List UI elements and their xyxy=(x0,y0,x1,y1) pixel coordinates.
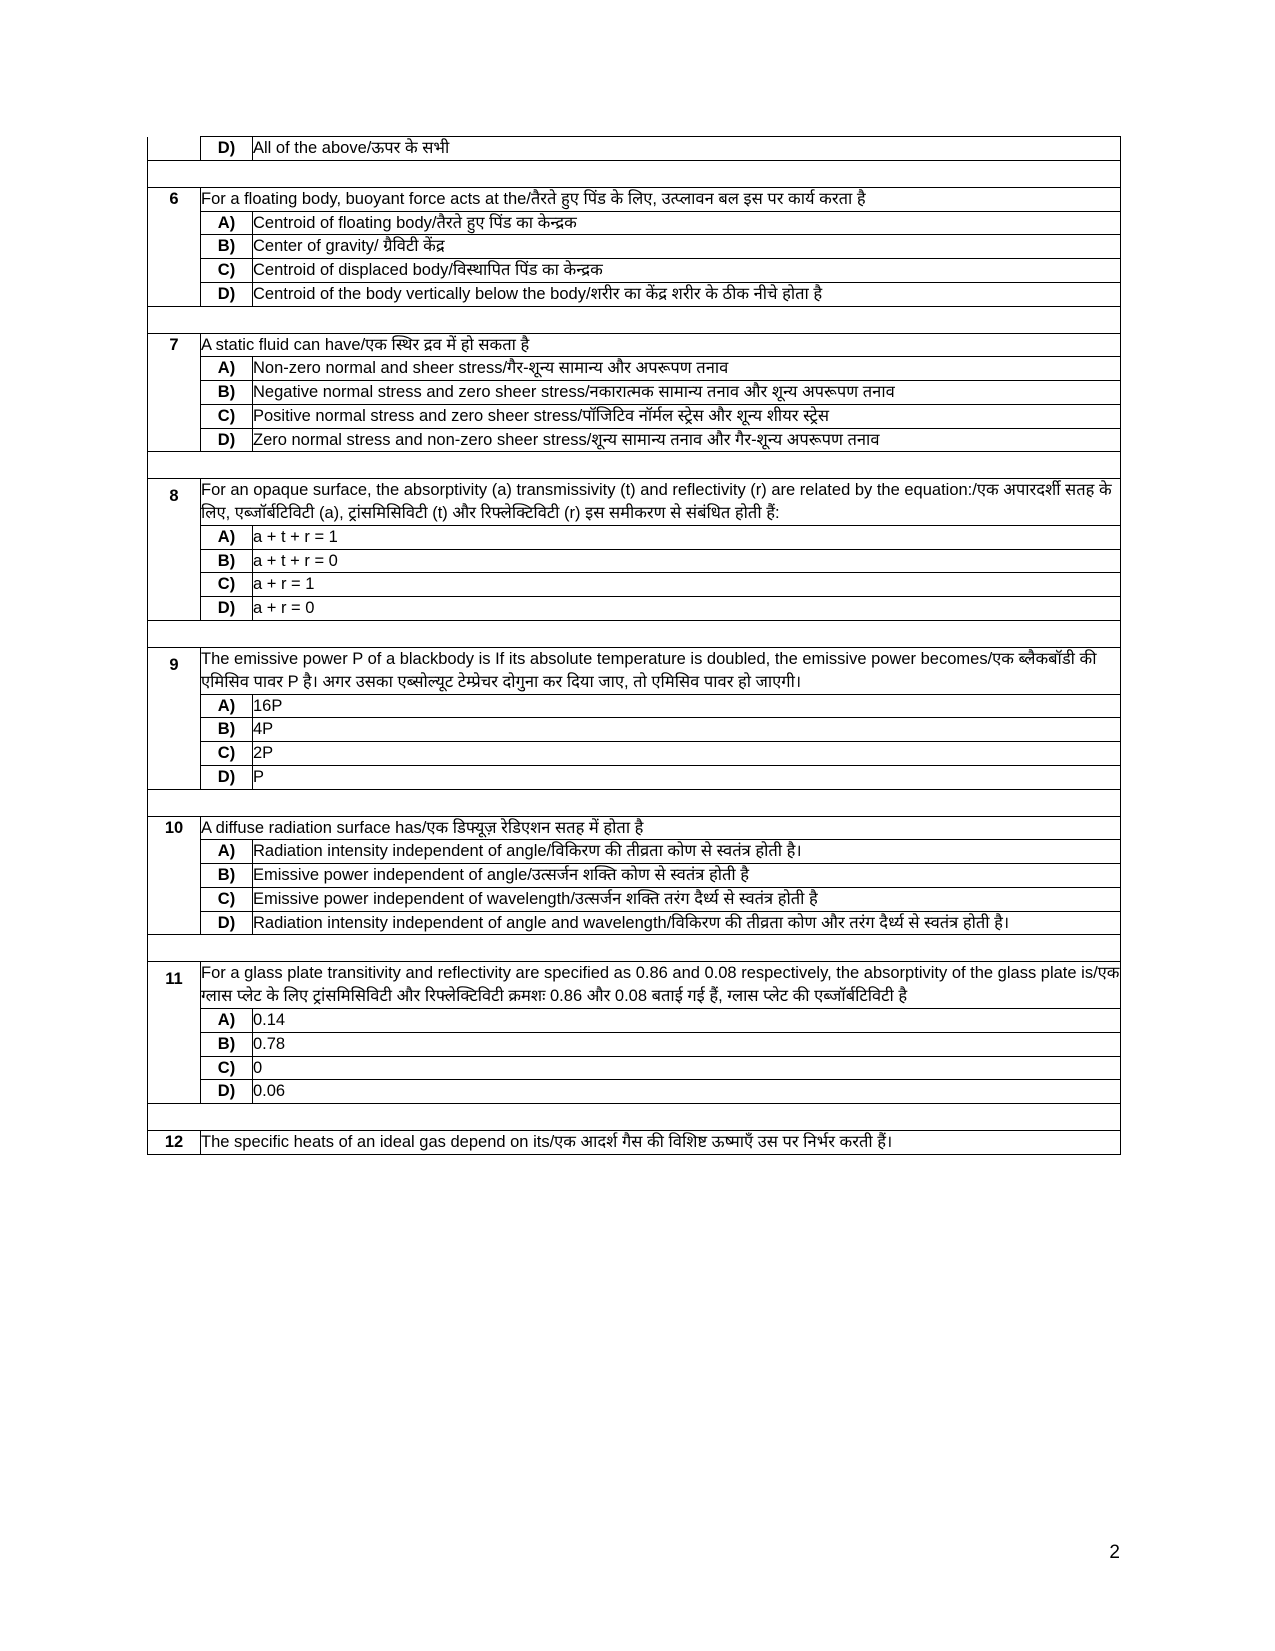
option-letter: D) xyxy=(201,1080,253,1104)
question-number-cell xyxy=(148,864,201,888)
option-row xyxy=(148,694,1121,718)
question-number: 8 xyxy=(148,479,201,526)
option-letter: A) xyxy=(201,525,253,549)
question-stem-row xyxy=(148,816,1121,840)
page-number: 2 xyxy=(1109,1542,1120,1563)
option-text: Non-zero normal and sheer stress/गैर-शून्य सामान्य और अपरूपण तनाव xyxy=(253,357,1121,381)
spacer-row xyxy=(148,452,1121,479)
option-text: 0.14 xyxy=(253,1008,1121,1032)
option-text: 2P xyxy=(253,742,1121,766)
question-stem: For a floating body, buoyant force acts at the/तैरते हुए पिंड के लिए, उत्प्लावन बल इस पर कार्य करता है xyxy=(201,187,1121,211)
option-text: Negative normal stress and zero sheer stress/नकारात्मक सामान्य तनाव और शून्य अपरूपण तनाव xyxy=(253,381,1121,405)
option-letter: B) xyxy=(201,549,253,573)
option-row xyxy=(148,1056,1121,1080)
question-table xyxy=(147,136,1121,1155)
option-letter: D) xyxy=(201,137,253,161)
option-row xyxy=(148,428,1121,452)
question-number-cell xyxy=(148,1032,201,1056)
question-number: 11 xyxy=(148,962,201,1009)
question-stem: A diffuse radiation surface has/एक डिफ्यूज़ रेडिएशन सतह में होता है xyxy=(201,816,1121,840)
question-number: 6 xyxy=(148,187,201,211)
option-row xyxy=(148,597,1121,621)
spacer-cell xyxy=(148,1104,1121,1131)
option-row xyxy=(148,573,1121,597)
question-number-cell xyxy=(148,549,201,573)
option-text: Radiation intensity independent of angle/विकिरण की तीव्रता कोण से स्वतंत्र होती है। xyxy=(253,840,1121,864)
option-letter: A) xyxy=(201,357,253,381)
option-text: 0.78 xyxy=(253,1032,1121,1056)
spacer-row xyxy=(148,306,1121,333)
question-number-cell xyxy=(148,381,201,405)
option-letter: D) xyxy=(201,911,253,935)
question-number: 10 xyxy=(148,816,201,840)
spacer-cell xyxy=(148,935,1121,962)
option-row xyxy=(148,404,1121,428)
option-letter: B) xyxy=(201,1032,253,1056)
option-row xyxy=(148,137,1121,161)
spacer-row xyxy=(148,1104,1121,1131)
question-number-cell xyxy=(148,742,201,766)
question-number-cell xyxy=(148,404,201,428)
question-stem: The emissive power P of a blackbody is If its absolute temperature is doubled, the emissive power becomes/एक ब्लैकबॉडी की एमिसिव पावर P है। अगर उसका एब्सोल्यूट टेम्प्रेचर दोगुना कर दिया जाए, तो एमिसिव पावर हो जाएगी। xyxy=(201,648,1121,695)
option-row xyxy=(148,1080,1121,1104)
option-letter: A) xyxy=(201,211,253,235)
option-row xyxy=(148,718,1121,742)
question-number-cell xyxy=(148,1080,201,1104)
option-letter: D) xyxy=(201,282,253,306)
option-text: Centroid of floating body/तैरते हुए पिंड का केन्द्रक xyxy=(253,211,1121,235)
spacer-row xyxy=(148,160,1121,187)
option-text: 0 xyxy=(253,1056,1121,1080)
question-number-cell xyxy=(148,694,201,718)
spacer-cell xyxy=(148,452,1121,479)
question-stem: A static fluid can have/एक स्थिर द्रव में हो सकता है xyxy=(201,333,1121,357)
option-text: a + t + r = 1 xyxy=(253,525,1121,549)
question-stem: For a glass plate transitivity and reflectivity are specified as 0.86 and 0.08 respectively, the absorptivity of the glass plate is/एक ग्लास प्लेट के लिए ट्रांसमिसिविटी और रिफ्लेक्टिविटी क्रमशः 0.86 और 0.08 बताई गई हैं, ग्लास प्लेट की एब्जॉर्बटिविटी है xyxy=(201,962,1121,1009)
option-row xyxy=(148,911,1121,935)
option-text: Center of gravity/ ग्रैविटी केंद्र xyxy=(253,235,1121,259)
option-letter: D) xyxy=(201,765,253,789)
question-stem-row xyxy=(148,479,1121,526)
spacer-cell xyxy=(148,789,1121,816)
option-letter: C) xyxy=(201,573,253,597)
question-number-cell xyxy=(148,211,201,235)
question-number-cell xyxy=(148,357,201,381)
option-text: All of the above/ऊपर के सभी xyxy=(253,137,1121,161)
option-letter: B) xyxy=(201,235,253,259)
question-number: 7 xyxy=(148,333,201,357)
option-row xyxy=(148,381,1121,405)
question-stem-row xyxy=(148,333,1121,357)
spacer-cell xyxy=(148,160,1121,187)
spacer-row xyxy=(148,935,1121,962)
option-row xyxy=(148,765,1121,789)
option-letter: D) xyxy=(201,597,253,621)
question-number-cell xyxy=(148,428,201,452)
spacer-cell xyxy=(148,621,1121,648)
option-text: 4P xyxy=(253,718,1121,742)
option-letter: A) xyxy=(201,840,253,864)
option-letter: B) xyxy=(201,718,253,742)
question-number: 12 xyxy=(148,1131,201,1155)
option-letter: C) xyxy=(201,1056,253,1080)
question-number-cell xyxy=(148,235,201,259)
option-row xyxy=(148,357,1121,381)
question-number: 9 xyxy=(148,648,201,695)
option-row xyxy=(148,211,1121,235)
option-row xyxy=(148,840,1121,864)
question-number-cell xyxy=(148,1056,201,1080)
option-letter: C) xyxy=(201,404,253,428)
option-row xyxy=(148,1032,1121,1056)
option-text: Zero normal stress and non-zero sheer stress/शून्य सामान्य तनाव और गैर-शून्य अपरूपण तनाव xyxy=(253,428,1121,452)
question-number-cell xyxy=(148,765,201,789)
question-stem-row xyxy=(148,648,1121,695)
option-letter: B) xyxy=(201,864,253,888)
question-number-cell xyxy=(148,597,201,621)
question-stem-row xyxy=(148,962,1121,1009)
question-number-cell xyxy=(148,718,201,742)
option-letter: C) xyxy=(201,259,253,283)
option-text: P xyxy=(253,765,1121,789)
question-stem: For an opaque surface, the absorptivity (a) transmissivity (t) and reflectivity (r) are related by the equation:/एक अपारदर्शी सतह के लिए, एब्जॉर्बटिविटी (a), ट्रांसमिसिविटी (t) और रिफ्लेक्टिविटी (r) इस समीकरण से संबंधित होती हैं: xyxy=(201,479,1121,526)
question-number-cell xyxy=(148,840,201,864)
option-text: Emissive power independent of wavelength/उत्सर्जन शक्ति तरंग दैर्ध्य से स्वतंत्र होती है xyxy=(253,887,1121,911)
option-text: Positive normal stress and zero sheer stress/पॉजिटिव नॉर्मल स्ट्रेस और शून्य शीयर स्ट्रेस xyxy=(253,404,1121,428)
option-row xyxy=(148,742,1121,766)
option-letter: B) xyxy=(201,381,253,405)
option-text: a + t + r = 0 xyxy=(253,549,1121,573)
option-letter: A) xyxy=(201,694,253,718)
option-text: Radiation intensity independent of angle and wavelength/विकिरण की तीव्रता कोण और तरंग दैर्ध्य से स्वतंत्र होती है। xyxy=(253,911,1121,935)
question-number-cell xyxy=(148,525,201,549)
option-text: Emissive power independent of angle/उत्सर्जन शक्ति कोण से स्वतंत्र होती है xyxy=(253,864,1121,888)
option-text: Centroid of the body vertically below the body/शरीर का केंद्र शरीर के ठीक नीचे होता है xyxy=(253,282,1121,306)
option-text: Centroid of displaced body/विस्थापित पिंड का केन्द्रक xyxy=(253,259,1121,283)
spacer-row xyxy=(148,621,1121,648)
spacer-row xyxy=(148,789,1121,816)
question-number-cell xyxy=(148,1008,201,1032)
question-number-cell xyxy=(148,573,201,597)
option-row xyxy=(148,525,1121,549)
question-number-cell xyxy=(148,259,201,283)
option-row xyxy=(148,282,1121,306)
option-text: 16P xyxy=(253,694,1121,718)
option-row xyxy=(148,549,1121,573)
option-row xyxy=(148,864,1121,888)
question-stem-row xyxy=(148,187,1121,211)
option-row xyxy=(148,235,1121,259)
question-number-cell xyxy=(148,137,201,161)
question-number-cell xyxy=(148,911,201,935)
question-stem: The specific heats of an ideal gas depend on its/एक आदर्श गैस की विशिष्ट ऊष्माएँ उस पर निर्भर करती हैं। xyxy=(201,1131,1121,1155)
option-letter: A) xyxy=(201,1008,253,1032)
option-text: a + r = 0 xyxy=(253,597,1121,621)
spacer-cell xyxy=(148,306,1121,333)
option-row xyxy=(148,1008,1121,1032)
option-letter: C) xyxy=(201,742,253,766)
option-text: 0.06 xyxy=(253,1080,1121,1104)
question-number-cell xyxy=(148,887,201,911)
question-number-cell xyxy=(148,282,201,306)
option-row xyxy=(148,887,1121,911)
option-letter: D) xyxy=(201,428,253,452)
option-text: a + r = 1 xyxy=(253,573,1121,597)
option-row xyxy=(148,259,1121,283)
question-stem-row xyxy=(148,1131,1121,1155)
option-letter: C) xyxy=(201,887,253,911)
